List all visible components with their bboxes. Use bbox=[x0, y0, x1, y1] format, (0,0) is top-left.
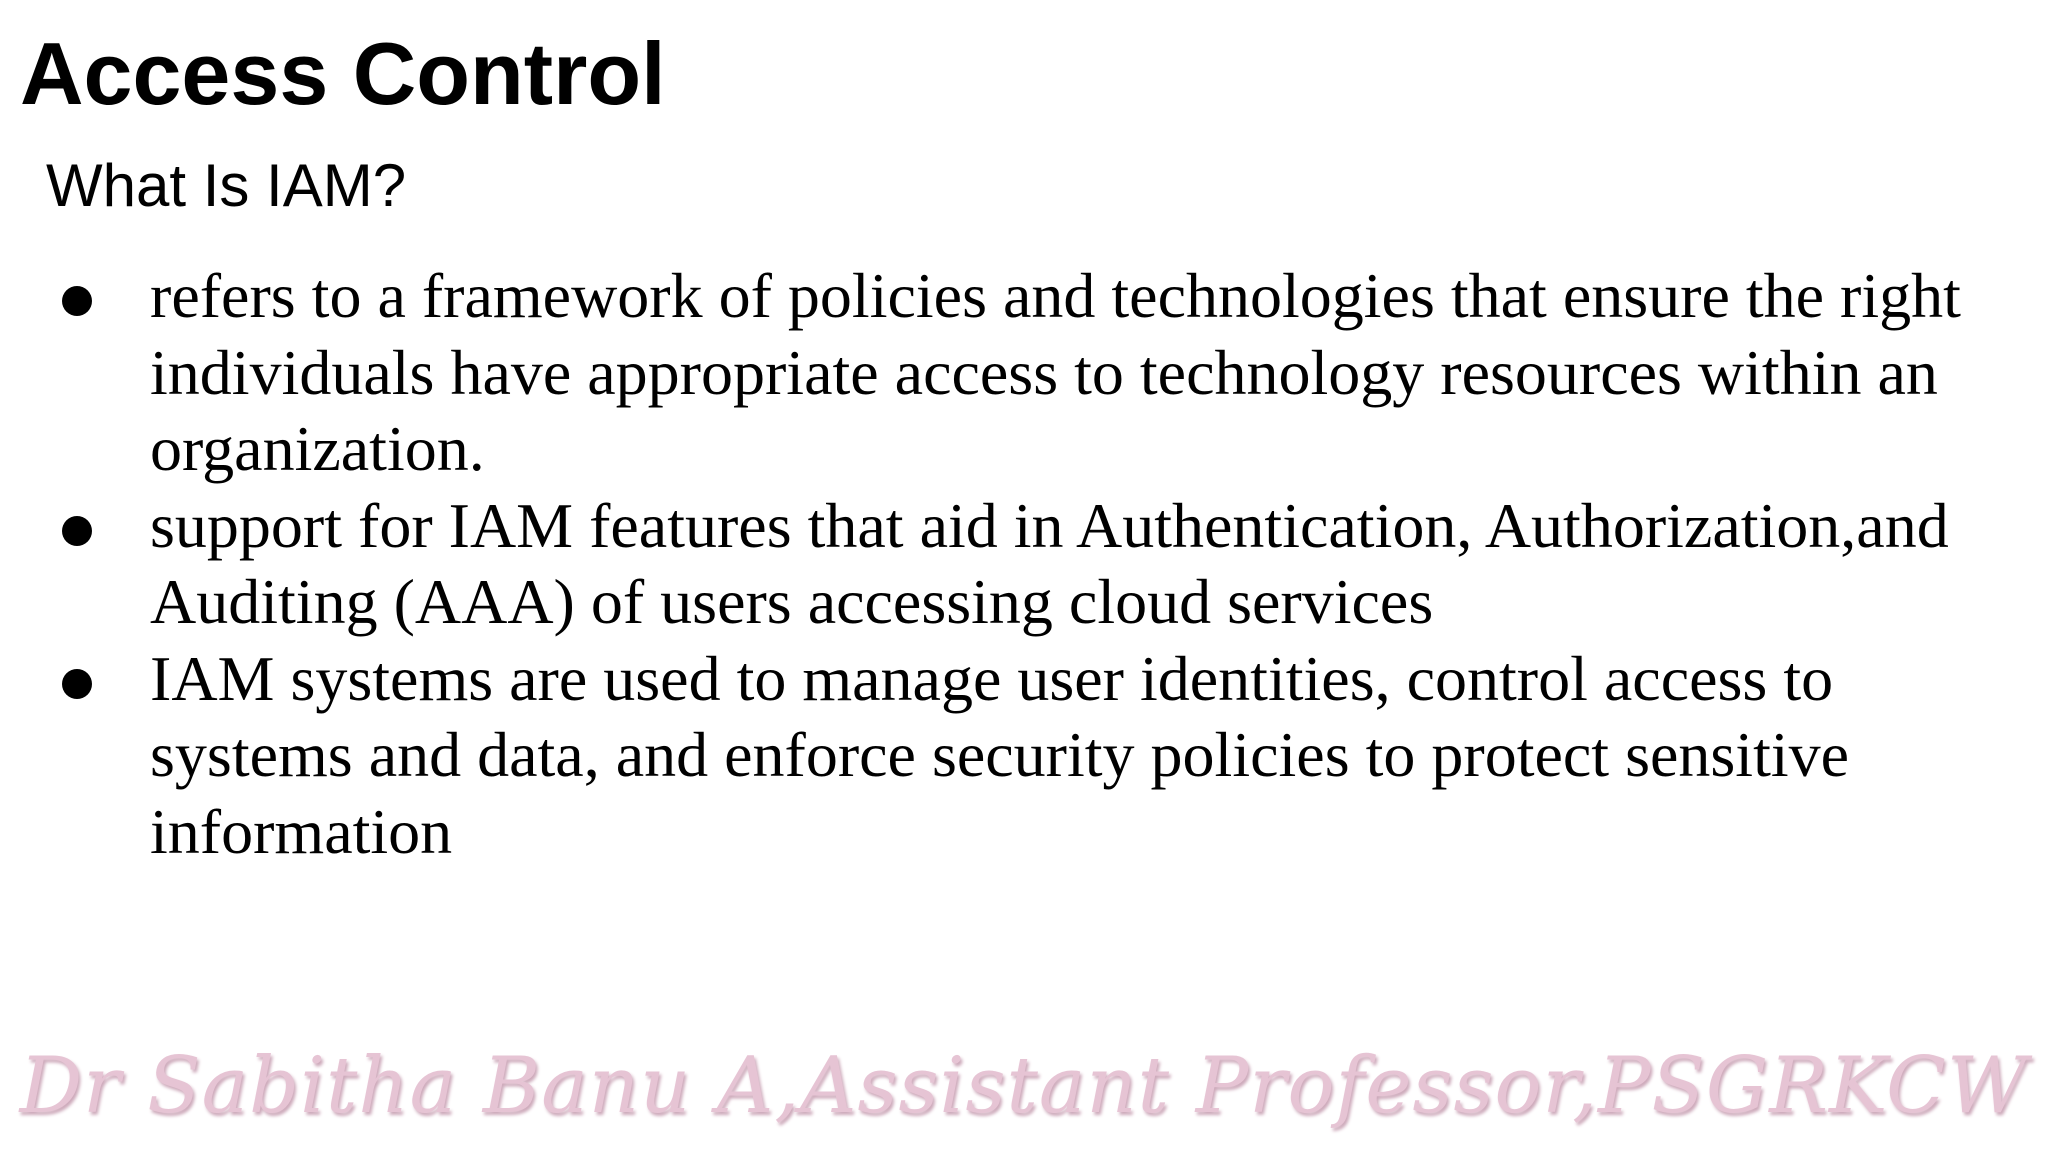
author-watermark: Dr Sabitha Banu A,Assistant Professor,PSGRKCW bbox=[19, 1041, 2028, 1131]
bullet-item bbox=[50, 641, 2010, 871]
bullet-text: refers to a framework of policies and technologies that ensure the right individuals have appropriate access to technology resources within an organization. bbox=[150, 260, 1961, 484]
bullet-item bbox=[50, 488, 2010, 641]
bullet-list bbox=[50, 258, 2010, 870]
bullet-icon bbox=[62, 516, 92, 546]
bullet-icon bbox=[62, 286, 92, 316]
bullet-item bbox=[50, 258, 2010, 488]
bullet-text: support for IAM features that aid in Authentication, Authorization,and Auditing (AAA) of users accessing cloud services bbox=[150, 489, 1949, 637]
slide-subtitle: What Is IAM? bbox=[46, 152, 407, 219]
bullet-icon bbox=[62, 669, 92, 699]
slide-title: Access Control bbox=[20, 24, 666, 123]
bullet-text: IAM systems are used to manage user identities, control access to systems and data, and enforce security policies to protect sensitive information bbox=[150, 642, 1850, 867]
